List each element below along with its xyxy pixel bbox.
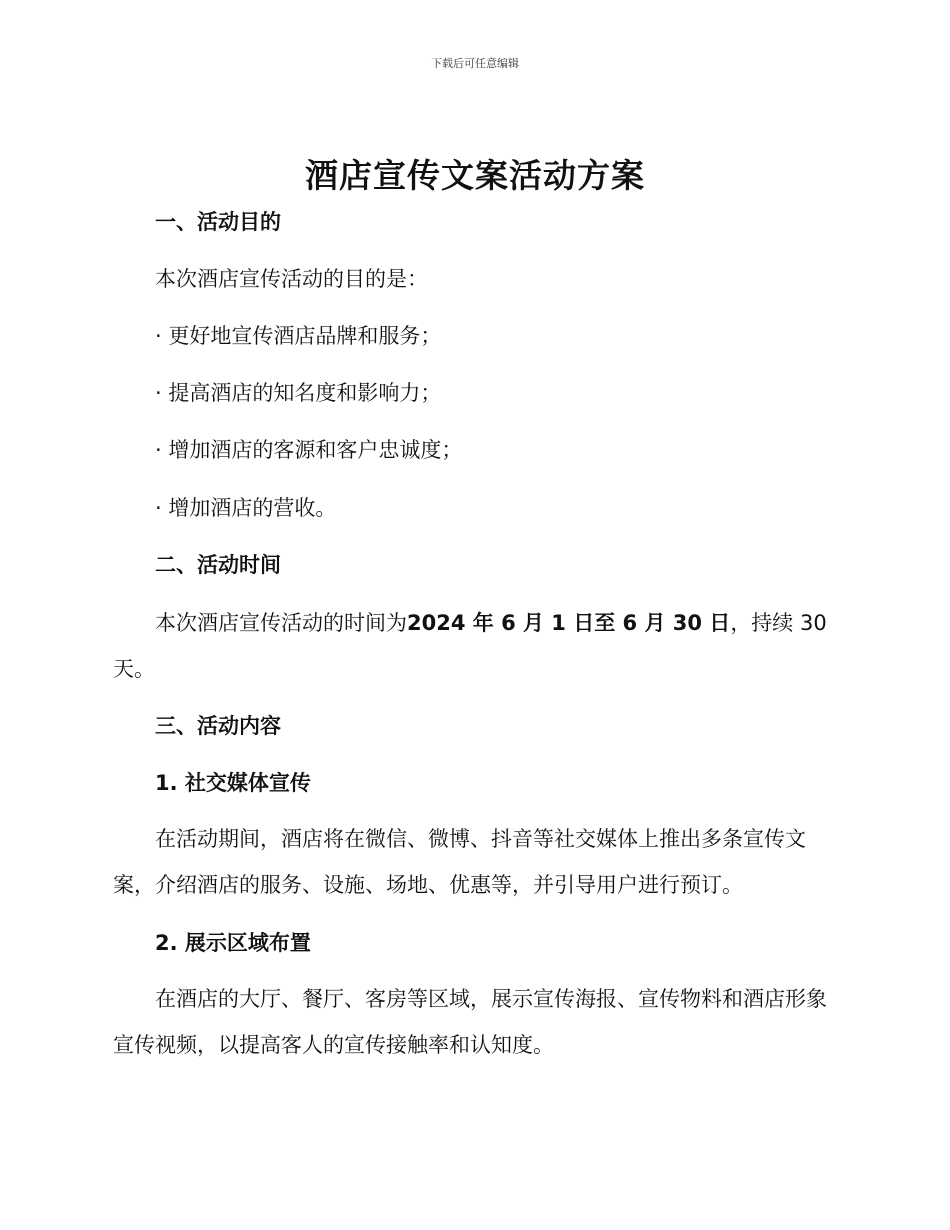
social-media-paragraph: 在活动期间，酒店将在微信、微博、抖音等社交媒体上推出多条宣传文案，介绍酒店的服务、设施、场地、优惠等，并引导用户进行预订。 (113, 827, 806, 897)
subsection-heading-social-media: 1. 社交媒体宣传 (155, 771, 311, 795)
time-text-mid: ，持续 30 (730, 611, 827, 635)
section-heading-content: 三、活动内容 (155, 714, 281, 738)
purpose-intro: 本次酒店宣传活动的目的是： (155, 267, 428, 291)
purpose-bullet-1: · 更好地宣传酒店品牌和服务； (155, 324, 442, 348)
purpose-bullet-3: · 增加酒店的客源和客户忠诚度； (155, 438, 463, 462)
time-paragraph (155, 609, 838, 637)
header-note: 下载后可任意编辑 (431, 57, 519, 70)
time-text-prefix: 本次酒店宣传活动的时间为 (155, 611, 407, 635)
subsection-heading-display-area: 2. 展示区域布置 (155, 931, 311, 955)
section-heading-time: 二、活动时间 (155, 553, 281, 577)
time-date-range: 2024 年 6 月 1 日至 6 月 30 日 (407, 611, 731, 635)
time-text-end: 天。 (113, 657, 155, 681)
purpose-bullet-4: · 增加酒店的营收。 (155, 496, 337, 520)
section-heading-purpose: 一、活动目的 (155, 210, 281, 234)
display-area-paragraph: 在酒店的大厅、餐厅、客房等区域，展示宣传海报、宣传物料和酒店形象宣传视频，以提高客人的宣传接触率和认知度。 (113, 987, 827, 1057)
document-title: 酒店宣传文案活动方案 (305, 156, 645, 195)
purpose-bullet-2: · 提高酒店的知名度和影响力； (155, 381, 442, 405)
